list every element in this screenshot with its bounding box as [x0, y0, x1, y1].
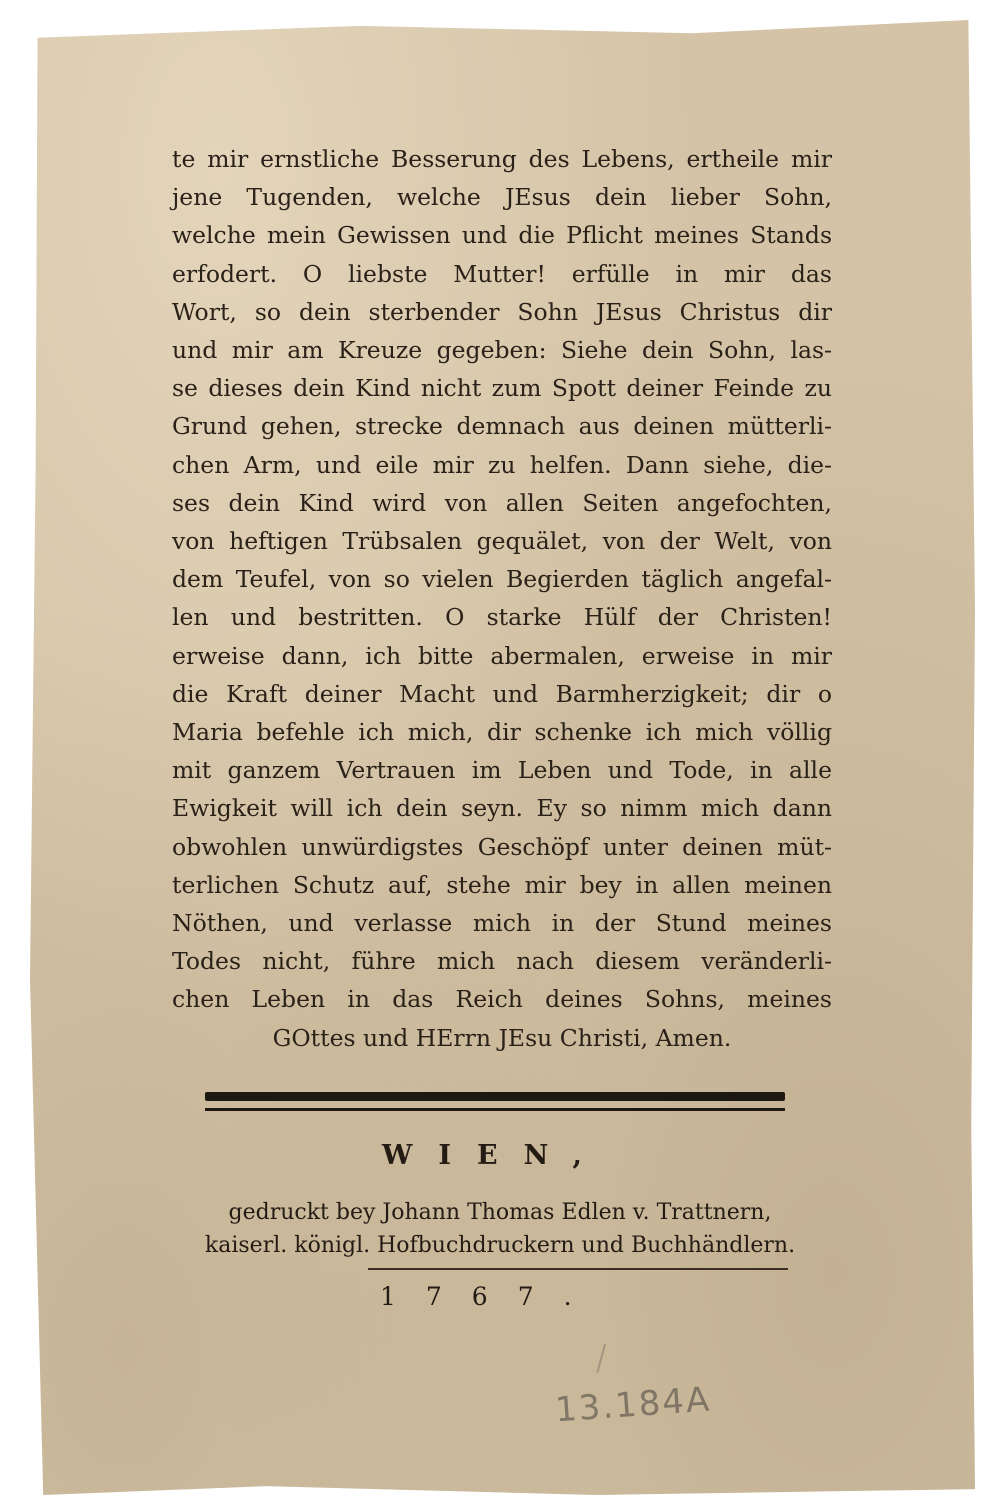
text-line: obwohlen unwürdigstes Geschöpf unter deinen müt-	[172, 832, 832, 861]
imprint-printer-title: kaiserl. königl. Hofbuchdruckern und Buchhändlern.	[204, 1233, 796, 1258]
imprint-underline	[368, 1268, 788, 1270]
divider-rule-thick	[205, 1092, 785, 1101]
text-line: chen Leben in das Reich deines Sohns, meines	[172, 985, 832, 1014]
imprint-year: 1767.	[380, 1282, 602, 1311]
imprint-city: WIEN,	[382, 1140, 608, 1171]
text-line: und mir am Kreuze gegeben: Siehe dein Sohn, las-	[172, 336, 832, 365]
text-line: ses dein Kind wird von allen Seiten angefochten,	[172, 488, 832, 517]
text-line: Wort, so dein sterbender Sohn JEsus Christus dir	[172, 297, 832, 326]
text-line: len und bestritten. O starke Hülf der Christen!	[172, 603, 832, 632]
text-line: se dieses dein Kind nicht zum Spott deiner Feinde zu	[172, 374, 832, 403]
text-line: mit ganzem Vertrauen im Leben und Tode, in alle	[172, 756, 832, 785]
text-line: Maria befehle ich mich, dir schenke ich mich völlig	[172, 718, 832, 747]
text-line: te mir ernstliche Besserung des Lebens, ertheile mir	[172, 145, 832, 173]
text-line: Ewigkeit will ich dein seyn. Ey so nimm mich dann	[172, 794, 832, 823]
text-line: erfodert. O liebste Mutter! erfülle in mir das	[172, 259, 832, 288]
text-line-final: GOttes und HErrn JEsu Christi, Amen.	[272, 1023, 732, 1052]
text-line: Todes nicht, führe mich nach diesem veränderli-	[172, 947, 832, 976]
text-line: Grund gehen, strecke demnach aus deinen mütterli-	[172, 412, 832, 441]
text-line: chen Arm, und eile mir zu helfen. Dann siehe, die-	[172, 450, 832, 479]
text-line: terlichen Schutz auf, stehe mir bey in allen meinen	[172, 870, 832, 899]
text-line: dem Teufel, von so vielen Begierden täglich angefal-	[172, 565, 832, 594]
imprint-printer: gedruckt bey Johann Thomas Edlen v. Trattnern,	[228, 1200, 772, 1225]
prayer-text	[172, 140, 832, 1057]
text-line: die Kraft deiner Macht und Barmherzigkeit; dir o	[172, 679, 832, 708]
shelfmark-annotation: 13.184A	[553, 1379, 713, 1431]
text-line: welche mein Gewissen und die Pflicht meines Stands	[172, 221, 832, 250]
text-line: von heftigen Trübsalen gequälet, von der Welt, von	[172, 527, 832, 556]
divider-rule-thin	[205, 1108, 785, 1111]
text-line: Nöthen, und verlasse mich in der Stund meines	[172, 909, 832, 938]
text-line: erweise dann, ich bitte abermalen, erweise in mir	[172, 641, 832, 670]
text-line: jene Tugenden, welche JEsus dein lieber Sohn,	[172, 183, 832, 212]
